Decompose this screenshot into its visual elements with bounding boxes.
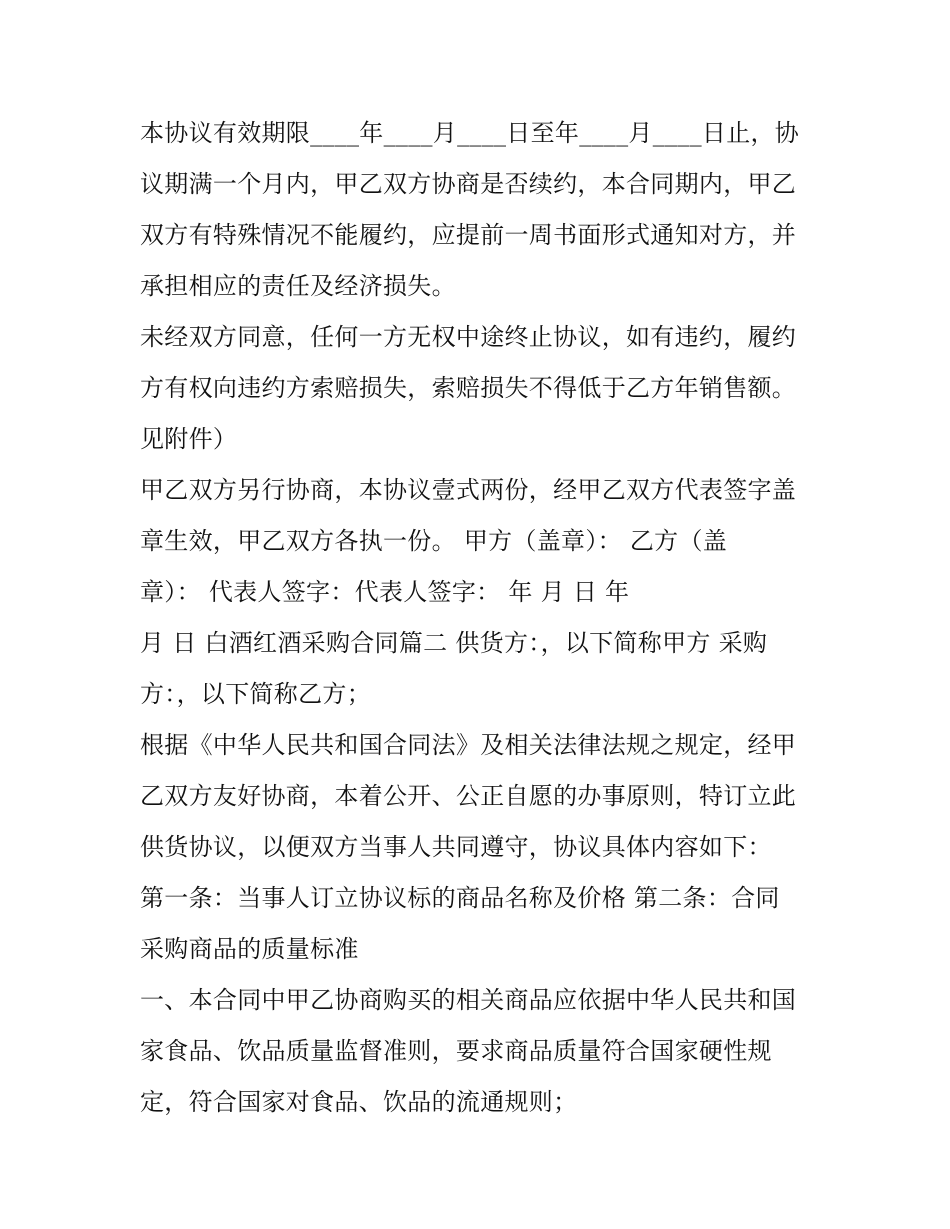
text-line: 定，符合国家对食品、饮品的流通规则； bbox=[140, 1088, 578, 1116]
text-line: 家食品、饮品质量监督准则，要求商品质量符合国家硬性规 bbox=[140, 1037, 772, 1065]
text-line: 乙双方友好协商，本着公开、公正自愿的办事原则，特订立此 bbox=[140, 782, 797, 810]
text-line: 本协议有效期限____年____月____日至年____月____日止，协 bbox=[140, 119, 800, 147]
text-line: 月 日 白酒红酒采购合同篇二 供货方：，以下简称甲方 采购 bbox=[140, 629, 768, 657]
text-line: 第一条：当事人订立协议标的商品名称及价格 第二条：合同 bbox=[140, 884, 780, 912]
text-line: 方：，以下简称乙方； bbox=[140, 680, 371, 708]
text-line: 采购商品的质量标准 bbox=[140, 935, 359, 963]
text-line: 双方有特殊情况不能履约，应提前一周书面形式通知对方，并 bbox=[140, 221, 797, 249]
text-line: 供货协议，以便双方当事人共同遵守，协议具体内容如下： bbox=[140, 833, 772, 861]
text-line: 章）： 代表人签字：代表人签字： 年 月 日 年 bbox=[140, 578, 630, 606]
text-line: 根据《中华人民共和国合同法》及相关法律法规之规定，经甲 bbox=[140, 731, 797, 759]
text-line: 甲乙双方另行协商，本协议壹式两份，经甲乙双方代表签字盖 bbox=[140, 476, 797, 504]
text-line: 方有权向违约方索赔损失，索赔损失不得低于乙方年销售额。 bbox=[140, 374, 797, 402]
text-line: 见附件） bbox=[140, 425, 238, 453]
text-line: 承担相应的责任及经济损失。 bbox=[140, 272, 456, 300]
text-line: 章生效，甲乙双方各执一份。 甲方（盖章）： 乙方（盖 bbox=[140, 527, 728, 555]
document-body bbox=[140, 108, 820, 1128]
text-line: 未经双方同意，任何一方无权中途终止协议，如有违约，履约 bbox=[140, 323, 797, 351]
text-line: 议期满一个月内，甲乙双方协商是否续约，本合同期内，甲乙 bbox=[140, 170, 797, 198]
text-line: 一、本合同中甲乙协商购买的相关商品应依据中华人民共和国 bbox=[140, 986, 797, 1014]
